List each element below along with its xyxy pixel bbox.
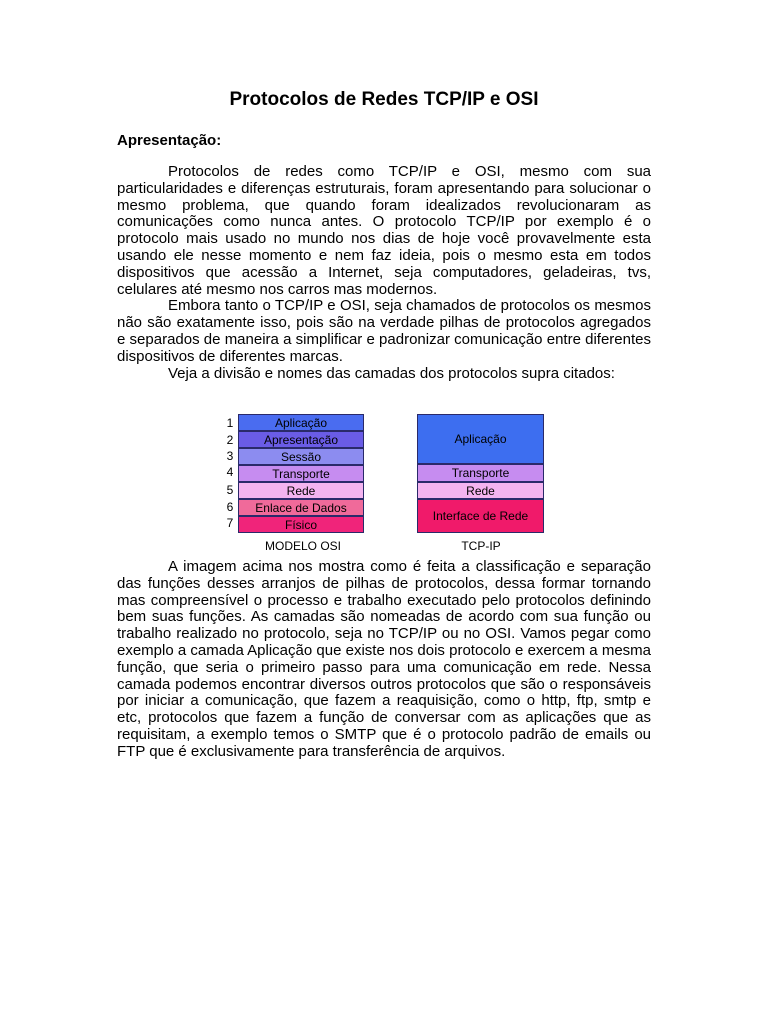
osi-layer-label: Transporte (272, 466, 330, 481)
tcpip-caption: TCP-IP (461, 539, 501, 553)
tcpip-layer (417, 482, 544, 499)
tcpip-layer-label: Interface de Rede (432, 509, 529, 523)
intro-text (117, 164, 651, 382)
tcpip-layer-label: Aplicação (454, 432, 507, 446)
page-title: Protocolos de Redes TCP/IP e OSI (229, 89, 539, 110)
osi-layer (238, 414, 364, 431)
osi-layer-label: Físico (284, 517, 317, 532)
osi-layer-number: 1 (226, 416, 234, 430)
osi-layer (238, 499, 364, 516)
osi-layer (238, 448, 364, 465)
osi-layer-number: 6 (226, 500, 234, 514)
tcpip-layer (417, 499, 544, 533)
paragraph: Embora tanto o TCP/IP e OSI, seja chamados de protocolos os mesmos não são exatamente isso, pois são na verdade pilhas de protocolos agregados e separados de maneira a simplificar e padronizar comunicação entre diferentes dispositivos de diferentes marcas. (117, 297, 651, 365)
tcpip-layer (417, 414, 544, 464)
paragraph: Veja a divisão e nomes das camadas dos protocolos supra citados: (168, 364, 615, 382)
paragraph: Protocolos de redes como TCP/IP e OSI, mesmo com sua particularidades e diferenças estruturais, foram apresentando para solucionar o mesmo problema, que quando foram idealizados revolucionaram as comunicações como nunca antes. O protocolo TCP/IP por exemplo é o protocolo mais usado no mundo nos dias de hoje você provavelmente esta usando ele nesse momento e nem faz ideia, pois o mesmo esta em todos dispositivos que acessão a Internet, seja computadores, geladeiras, tvs, celulares até mesmo nos carros mas modernos. (117, 163, 651, 298)
osi-layer (238, 482, 364, 499)
osi-layer-number: 7 (226, 516, 234, 530)
osi-layer-label: Rede (286, 483, 316, 498)
layers-figure (146, 402, 624, 554)
osi-layer (238, 465, 364, 482)
osi-layer-label: Aplicação (274, 415, 328, 430)
osi-caption: MODELO OSI (264, 539, 341, 553)
osi-layer-number: 3 (226, 449, 234, 463)
explanation-text (117, 559, 651, 761)
osi-layer-number: 4 (226, 465, 234, 479)
osi-layer-label: Sessão (280, 449, 322, 464)
paragraph: A imagem acima nos mostra como é feita a classificação e separação das funções desses arranjos de pilhas de protocolos, dessa formar tornando mas compreensível o processo e trabalho executado pelo protocolos definindo bem suas funções. As camadas são nomeadas de acordo com sua função ou trabalho realizado no protocolo, seja no TCP/IP ou no OSI. Vamos pegar como exemplo a camada Aplicação que existe nos dois protocolo e exercem a mesma função, que seria o primeiro passo para uma comunicação em rede. Nessa camada podemos encontrar diversos outros protocolos que são o responsáveis por iniciar a comunicação, que fazem a reaquisição, como o http, ftp, smtp e etc, protocolos que fazem a função de conversar com as aplicações que as requisitam, a exemplo temos o SMTP que é o protocolo padrão de emails ou FTP que é exclusivamente para transferência de arquivos. (117, 558, 651, 760)
tcpip-layer-label: Rede (466, 483, 495, 498)
osi-layer-label: Apresentação (263, 432, 339, 447)
tcpip-layer-label: Transporte (451, 466, 510, 480)
osi-layer-label: Enlace de Dados (255, 500, 347, 515)
osi-layer-number: 2 (226, 433, 234, 447)
osi-layer-number: 5 (226, 483, 234, 497)
osi-layer (238, 516, 364, 533)
section-heading: Apresentação: (117, 132, 222, 149)
tcpip-layer (417, 464, 544, 482)
osi-layer (238, 431, 364, 448)
